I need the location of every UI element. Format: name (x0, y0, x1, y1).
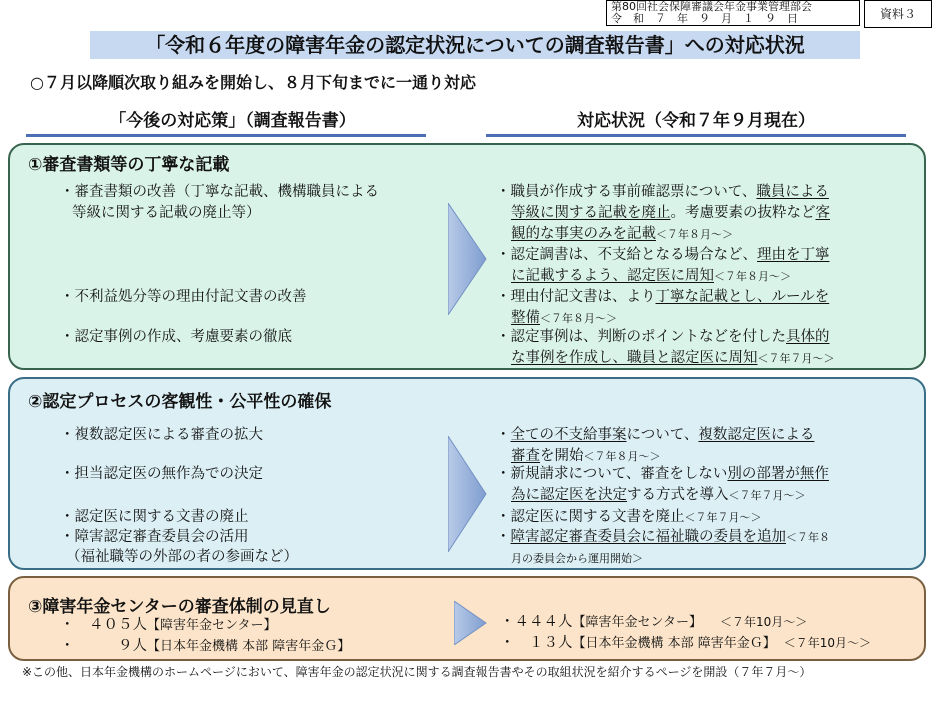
arrow-right-icon (454, 601, 488, 645)
arrow-right-icon (448, 436, 488, 552)
s3-right-item-1: ・４４４人【障害年金センター】 ＜７年10月～＞ (500, 614, 808, 630)
summary-note: ○７月以降順次取り組みを開始し、８月下旬までに一通り対応 (30, 73, 476, 92)
right-column-heading: 対応状況（令和７年９月現在） (577, 111, 815, 131)
s1-right-item-3: ・理由付記文書は、より丁寧な記載とし、ルールを 整備＜７年８月～＞ (496, 289, 830, 326)
meeting-date: 令 和 ７ 年 ９ 月 １ ９ 日 (611, 12, 798, 25)
left-heading-underline (26, 134, 426, 137)
page-title: 「令和６年度の障害年金の認定状況についての調査報告書」への対応状況 (90, 31, 860, 59)
arrow-right-icon (448, 203, 488, 315)
section-2-title: ②認定プロセスの客観性・公平性の確保 (28, 392, 332, 412)
s2-left-item-4: ・障害認定審査委員会の活用 (60, 529, 249, 545)
s1-left-item-1a: ・審査書類の改善（丁寧な記載、機構職員による (60, 184, 379, 200)
s3-right-item-2: ・ １３人【日本年金機構 本部 障害年金Ｇ】 ＜７年10月～＞ (500, 635, 872, 651)
s2-left-item-1: ・複数認定医による審査の拡大 (60, 427, 263, 443)
s2-right-item-4: ・障害認定審査委員会に福祉職の委員を追加＜７年８ 月の委員会から運用開始＞ (496, 529, 830, 565)
meeting-info-box (606, 0, 860, 26)
s2-left-item-3: ・認定医に関する文書の廃止 (60, 509, 249, 525)
document-label: 資料３ (864, 0, 932, 28)
s3-left-item-1: ・ ４０５人【障害年金センター】 (60, 617, 277, 633)
s2-left-item-4-sub: （福祉職等の外部の者の参画など） (66, 549, 298, 565)
footnote: ※この他、日本年金機構のホームページにおいて、障害年金の認定状況に関する調査報告書やその取組状況を紹介するページを開設（７年７月～） (22, 665, 812, 679)
s1-left-item-3: ・認定事例の作成、考慮要素の徹底 (60, 329, 292, 345)
s2-right-item-3: ・認定医に関する文書を廃止＜７年７月～＞ (496, 509, 762, 525)
section-3-title: ③障害年金センターの審査体制の見直し (28, 597, 331, 617)
s1-left-item-2: ・不利益処分等の理由付記文書の改善 (60, 289, 307, 305)
left-column-heading: 「今後の対応策」（調査報告書） (109, 111, 356, 131)
meeting-name: 第80回社会保障審議会年金事業管理部会 (611, 0, 812, 13)
right-heading-underline (486, 134, 906, 137)
section-1-title: ①審査書類等の丁寧な記載 (28, 155, 230, 175)
s3-left-item-2: ・ ９人【日本年金機構 本部 障害年金Ｇ】 (60, 638, 351, 654)
s2-right-item-2: ・新規請求について、審査をしない別の部署が無作 為に認定医を決定する方式を導入＜７年７月～＞ (496, 466, 829, 503)
s2-left-item-2: ・担当認定医の無作為での決定 (60, 466, 263, 482)
s1-right-item-4: ・認定事例は、判断のポイントなどを付した具体的 な事例を作成し、職員と認定医に周知＜７年７月～＞ (496, 329, 835, 366)
s1-right-item-1: ・職員が作成する事前確認票について、職員による 等級に関する記載を廃止。考慮要素の抜粋など客 観的な事実のみを記載＜７年８月～＞ (496, 184, 830, 242)
s1-right-item-2: ・認定調書は、不支給となる場合など、理由を丁寧 に記載するよう、認定医に周知＜７年８月～＞ (496, 247, 830, 284)
s2-right-item-1: ・全ての不支給事案について、複数認定医による 審査を開始＜７年８月～＞ (496, 427, 815, 464)
s1-left-item-1b: 等級に関する記載の廃止等） (72, 205, 261, 221)
